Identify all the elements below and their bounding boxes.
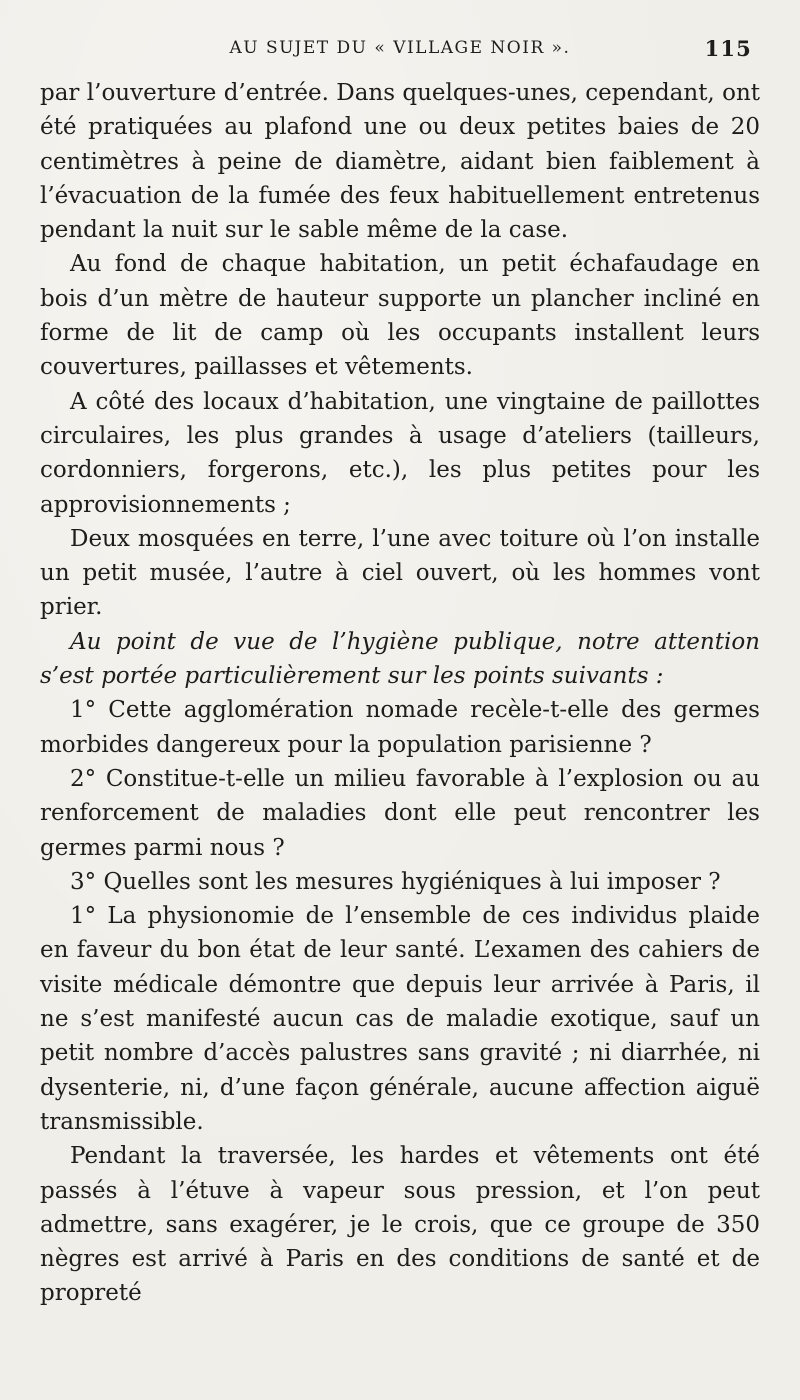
paragraph-continuation: par l’ouverture d’entrée. Dans quelques-unes, cependant, ont été pratiquées au plafond une ou deux petites baies de 20 centimètres à peine de diamètre, aidant bien faiblement à l’évacuation de la fumée des feux habituellement entretenus pendant la nuit sur le sable même de la case. bbox=[40, 80, 760, 244]
running-title: AU SUJET DU « VILLAGE NOIR ». bbox=[229, 38, 571, 58]
paragraph-crossing: Pendant la traversée, les hardes et vêtements ont été passés à l’étuve à vapeur sous pression, et l’on peut admettre, sans exagérer, je le crois, que ce groupe de 350 nègres est arrivé à Paris en des conditions de santé et de propreté bbox=[40, 1143, 760, 1307]
paragraph-answer-1: 1° La physionomie de l’ensemble de ces individus plaide en faveur du bon état de leur santé. L’examen des cahiers de visite médicale démontre que depuis leur arrivée à Paris, il ne s’est manifesté aucun cas de maladie exotique, sauf un petit nombre d’accès palustres sans gravité ; ni diarrhée, ni dysenterie, ni, d’une façon générale, aucune affection aiguë transmissible. bbox=[40, 903, 760, 1135]
paragraph-question-1: 1° Cette agglomération nomade recèle-t-elle des germes morbides dangereux pour la population parisienne ? bbox=[40, 697, 760, 758]
paragraph-question-3: 3° Quelles sont les mesures hygiéniques à lui imposer ? bbox=[70, 868, 721, 895]
paragraph-mosques: Deux mosquées en terre, l’une avec toiture où l’on installe un petit musée, l’autre à ciel ouvert, où les hommes vont prier. bbox=[40, 525, 760, 621]
paragraph-sleeping-platform: Au fond de chaque habitation, un petit échafaudage en bois d’un mètre de hauteur supporte un plancher incliné en forme de lit de camp où les occupants installent leurs couvertures, paillasses et vêtements. bbox=[40, 251, 760, 381]
paragraph-hygiene-intro: Au point de vue de l’hygiène publique, notre attention s’est portée particulièrement sur les points suivants : bbox=[40, 628, 760, 690]
page-number: 115 bbox=[704, 36, 752, 61]
body-text bbox=[40, 76, 760, 1311]
paragraph-question-2: 2° Constitue-t-elle un milieu favorable à l’explosion ou au renforcement de maladies dont elle peut rencontrer les germes parmi nous ? bbox=[40, 765, 760, 861]
running-head bbox=[40, 34, 760, 76]
paragraph-paillottes: A côté des locaux d’habitation, une vingtaine de paillottes circulaires, les plus grandes à usage d’ateliers (tailleurs, cordonniers, forgerons, etc.), les plus petites pour les approvisionnements ; bbox=[40, 388, 760, 518]
